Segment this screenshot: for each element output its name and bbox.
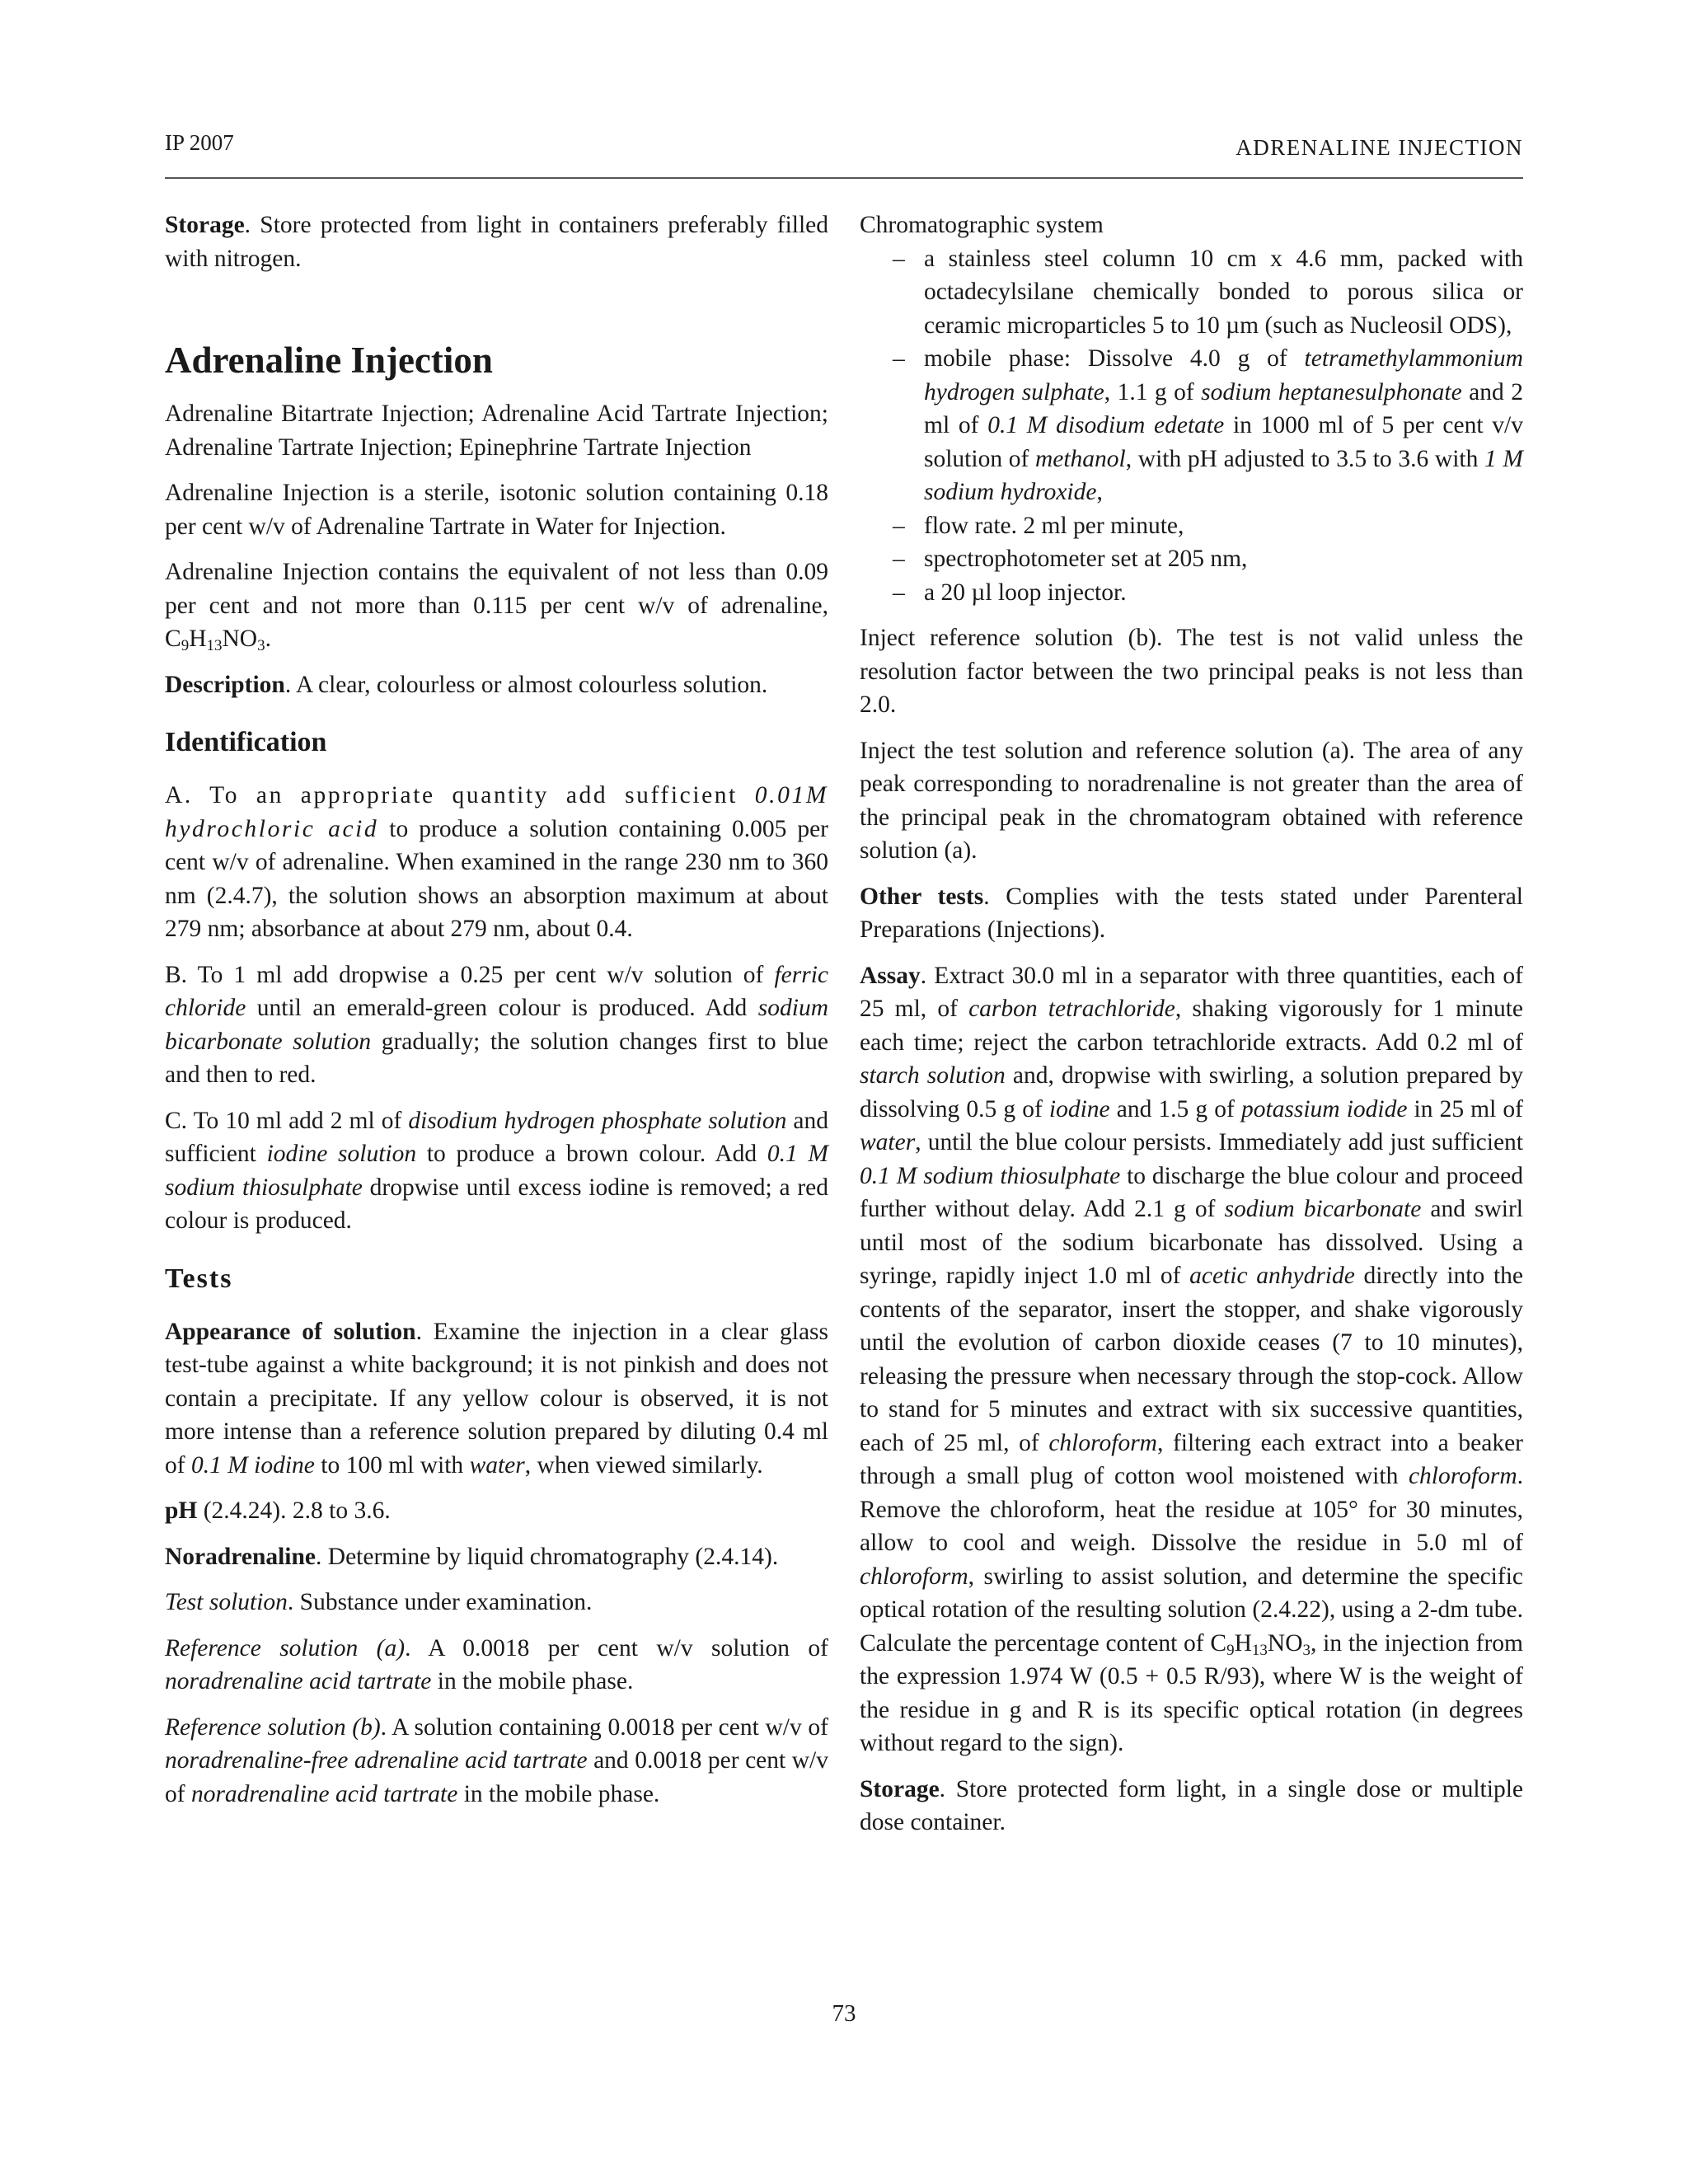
synonyms: Adrenaline Bitartrate Injection; Adrenaline Acid Tartrate Injection; Adrenaline Tartrate Injection; Epinephrine Tartrate Injection (165, 401, 828, 461)
definition: Adrenaline Injection is a sterile, isotonic solution containing 0.18 per cent w/v of Adrenaline Tartrate in Water for Injection. (165, 480, 828, 540)
molecular-formula: $C_9H_{13}NO_3$ (1210, 1629, 1311, 1659)
list-item: – a stainless steel column 10 cm x 4.6 mm, packed with octadecylsilane chemically bonded to porous silica or ceramic microparticles 5 to 10 µm (such as Nucleosil ODS), (893, 245, 1523, 339)
identification-test-c: C. To 10 ml add 2 ml of disodium hydrogen phosphate solution and sufficient iodine solution to produce a brown colour. Add 0.1 M sodium thiosulphate dropwise until excess iodine is removed; a red colour is produced. (165, 1107, 829, 1234)
noradrenaline-paragraph: Noradrenaline. Determine by liquid chromatography (2.4.14). (165, 1543, 779, 1570)
list-item: – a 20 µl loop injector. (893, 579, 1127, 606)
ph-paragraph: pH (2.4.24). 2.8 to 3.6. (165, 1497, 391, 1524)
tests-heading: Tests (165, 1263, 233, 1294)
chromatographic-system-list (860, 242, 1523, 610)
inject-test-paragraph: Inject the test solution and reference solution (a). The area of any peak corresponding to noradrenaline is not greater than the area of the principal peak in the chromatogram obtained with reference solution (a). (860, 737, 1523, 864)
running-header-left: IP 2007 (165, 130, 234, 155)
inject-reference-b-paragraph: Inject reference solution (b). The test is not valid unless the resolution factor between the two principal peaks is not less than 2.0. (860, 625, 1523, 718)
left-column (165, 209, 828, 1823)
test-solution-paragraph: Test solution. Substance under examination. (165, 1589, 593, 1615)
storage-label: Storage (165, 212, 245, 238)
other-tests-paragraph: Other tests. Complies with the tests stated under Parenteral Preparations (Injections). (860, 883, 1523, 943)
storage-text: . Store protected from light in containers preferably filled with nitrogen. (165, 212, 828, 272)
description-paragraph (165, 668, 828, 702)
appearance-paragraph: Appearance of solution. Examine the injection in a clear glass test-tube against a white background; it is not pinkish and does not contain a precipitate. If any yellow colour is observed, it is not more intense than a reference solution prepared by diluting 0.4 ml of 0.1 M iodine to 100 ml with water, when viewed similarly. (165, 1318, 828, 1479)
monograph-title: Adrenaline Injection (165, 340, 493, 381)
storage-paragraph: Storage. Store protected form light, in a single dose or multiple dose container. (860, 1775, 1523, 1835)
molecular-formula: $C_9H_{13}NO_3$. (165, 626, 271, 654)
reference-solution-a-paragraph: Reference solution (a). A 0.0018 per cent w/v solution of noradrenaline acid tartrate in the mobile phase. (165, 1634, 828, 1694)
right-column (860, 209, 1523, 1852)
identification-heading: Identification (165, 727, 327, 757)
description-label: Description (165, 671, 285, 698)
identification-test-b: B. To 1 ml add dropwise a 0.25 per cent w/v solution of ferric chloride until an emerald-green colour is produced. Add sodium bicarbonate solution gradually; the solution changes first to blue and then to red. (165, 961, 828, 1088)
storage-paragraph-previous (165, 209, 828, 275)
chromatographic-system-heading: Chromatographic system (860, 212, 1104, 238)
list-item: – spectrophotometer set at 205 nm, (893, 546, 1248, 572)
reference-solution-b-paragraph: Reference solution (b). A solution containing 0.0018 per cent w/v of noradrenaline-free adrenaline acid tartrate and 0.0018 per cent w/v of noradrenaline acid tartrate in the mobile phase. (165, 1713, 828, 1807)
identification-test-a: A. To an appropriate quantity add sufficient 0.01M hydrochloric acid to produce a solution containing 0.005 per cent w/v of adrenaline. When examined in the range 230 nm to 360 nm (2.4.7), the solution shows an absorption maximum at about 279 nm; absorbance at about 279 nm, about 0.4. (165, 782, 829, 942)
page-number: 73 (832, 2000, 856, 2027)
list-item: – mobile phase: Dissolve 4.0 g of tetramethylammonium hydrogen sulphate, 1.1 g of sodium heptanesulphonate and 2 ml of 0.1 M disodium edetate in 1000 ml of 5 per cent v/v solution of methanol, with pH adjusted to 3.5 to 3.6 with 1 M sodium hydroxide, (893, 345, 1523, 505)
content-statement (165, 555, 828, 656)
running-header-right: ADRENALINE INJECTION (1236, 135, 1523, 160)
content-text: Adrenaline Injection contains the equivalent of not less than 0.09 per cent and not more than 0.115 per cent w/v of adrenaline, (165, 559, 828, 619)
list-item: – flow rate. 2 ml per minute, (893, 512, 1184, 539)
description-text: . A clear, colourless or almost colourless solution. (284, 671, 768, 698)
assay-paragraph: Assay. Extract 30.0 ml in a separator with three quantities, each of 25 ml, of carbon tetrachloride, shaking vigorously for 1 minute each time; reject the carbon tetrachloride extracts. Add 0.2 ml of starch solution and, dropwise with swirling, a solution prepared by dissolving 0.5 g of iodine and 1.5 g of potassium iodide in 25 ml of water, until the blue colour persists. Immediately add just sufficient 0.1 M sodium thiosulphate to discharge the blue colour and proceed further without delay. Add 2.1 g of sodium bicarbonate and swirl until most of the sodium bicarbonate has dissolved. Using a syringe, rapidly inject 1.0 ml of acetic anhydride directly into the contents of the separator, insert the stopper, and shake vigorously until the evolution of carbon dioxide ceases (7 to 10 minutes), releasing the pressure when necessary through the stop-cock. Allow to stand for 5 minutes and extract with six successive quantities, each of 25 ml, of chloroform, filtering each extract into a beaker through a small plug of cotton wool moistened with chloroform. Remove the chloroform, heat the residue at 105° for 30 minutes, allow to cool and weigh. Dissolve the residue in 5.0 ml of chloroform, swirling to assist solution, and determine the specific optical rotation of the resulting solution (2.4.22), using a 2-dm tube. Calculate the percentage content of $C_9H_{13}NO_3$, in the injection from the expression 1.974 W (0.5 + 0.5 R/93), where W is the weight of the residue in g and R is its specific optical rotation (in degrees without regard to the sign). (860, 962, 1524, 1756)
header-rule (165, 177, 1523, 179)
